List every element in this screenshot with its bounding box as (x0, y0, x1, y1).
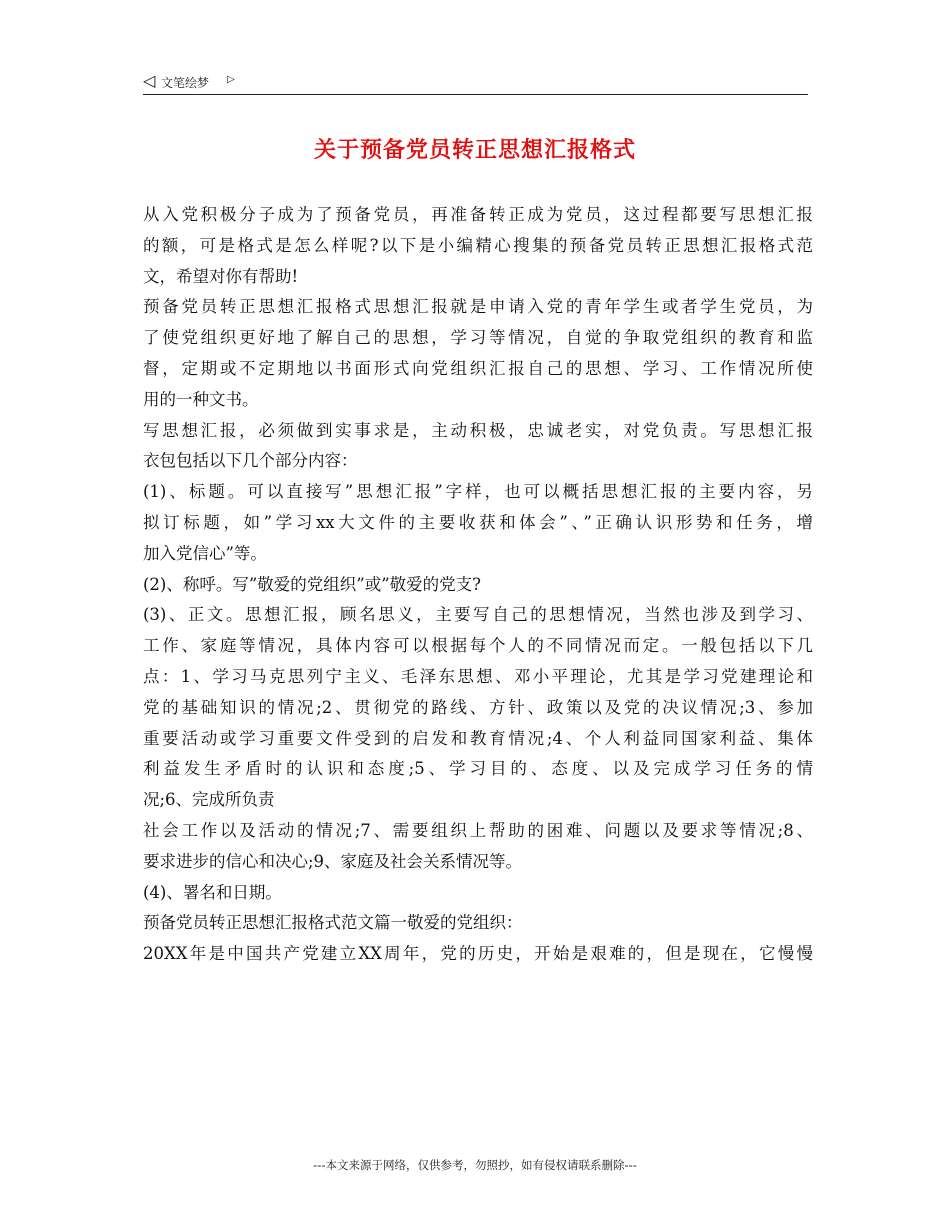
body-line: (2)、称呼。写”敬爱的党组织”或”敬爱的党支? (143, 574, 482, 594)
body-line: 了使党组织更好地了解自己的思想，学习等情况，自觉的争取党组织的教育和监 (143, 328, 813, 348)
body-line: 预备党员转正思想汇报格式思想汇报就是申请入党的青年学生或者学生党员，为 (143, 297, 813, 317)
body-line: 加入党信心”等。 (143, 543, 267, 563)
body-line: 文，希望对你有帮助! (143, 266, 299, 286)
body-line: 写思想汇报，必须做到实事求是，主动积极，忠诚老实，对党负责。写思想汇报 (143, 420, 813, 440)
triangle-left-icon: ◁ (143, 71, 156, 90)
header-brand: 文笔绘梦 (161, 76, 210, 90)
body-line: 社会工作以及活动的情况;7、需要组织上帮助的困难、问题以及要求等情况;8、 (143, 820, 813, 840)
document-header (143, 70, 808, 95)
body-line: 拟订标题，如”学习xx大文件的主要收获和体会”、”正确认识形势和任务，增 (143, 512, 813, 532)
document-body (143, 200, 813, 970)
body-line: 重要活动或学习重要文件受到的启发和教育情况;4、个人利益同国家利益、集体 (143, 728, 813, 748)
body-line: (1)、标题。可以直接写”思想汇报”字样，也可以概括思想汇报的主要内容，另 (143, 482, 813, 502)
body-line: 点：1、学习马克思列宁主义、毛泽东思想、邓小平理论，尤其是学习党建理论和 (143, 666, 813, 686)
body-line: 预备党员转正思想汇报格式范文篇一敬爱的党组织： (143, 913, 523, 933)
body-line: 的额，可是格式是怎么样呢?以下是小编精心搜集的预备党员转正思想汇报格式范 (143, 235, 813, 255)
document-footer: ---本文来源于网络，仅供参考，勿照抄，如有侵权请联系删除--- (313, 1158, 637, 1172)
triangle-right-icon: ▷ (227, 74, 235, 85)
body-line: (3)、正文。思想汇报，顾名思义，主要写自己的思想情况，当然也涉及到学习、 (143, 605, 813, 625)
body-line: 用的一种文书。 (143, 389, 259, 409)
body-line: 20XX年是中国共产党建立XX周年，党的历史，开始是艰难的，但是现在，它慢慢 (143, 944, 813, 964)
body-line: (4)、署名和日期。 (143, 882, 282, 902)
document-title: 关于预备党员转正思想汇报格式 (313, 138, 636, 163)
body-line: 工作、家庭等情况，具体内容可以根据每个人的不同情况而定。一般包括以下几 (143, 636, 813, 656)
body-line: 督，定期或不定期地以书面形式向党组织汇报自己的思想、学习、工作情况所使 (143, 358, 813, 378)
body-line: 从入党积极分子成为了预备党员，再准备转正成为党员，这过程都要写思想汇报 (143, 205, 813, 224)
body-line: 利益发生矛盾时的认识和态度;5、学习目的、态度、以及完成学习任务的情 (143, 759, 813, 779)
body-line: 要求进步的信心和决心;9、家庭及社会关系情况等。 (143, 851, 523, 871)
body-line: 衣包包括以下几个部分内容： (143, 451, 358, 471)
body-line: 况;6、完成所负责 (143, 790, 275, 810)
body-line: 党的基础知识的情况;2、贯彻党的路线、方针、政策以及党的决议情况;3、参加 (143, 697, 813, 717)
